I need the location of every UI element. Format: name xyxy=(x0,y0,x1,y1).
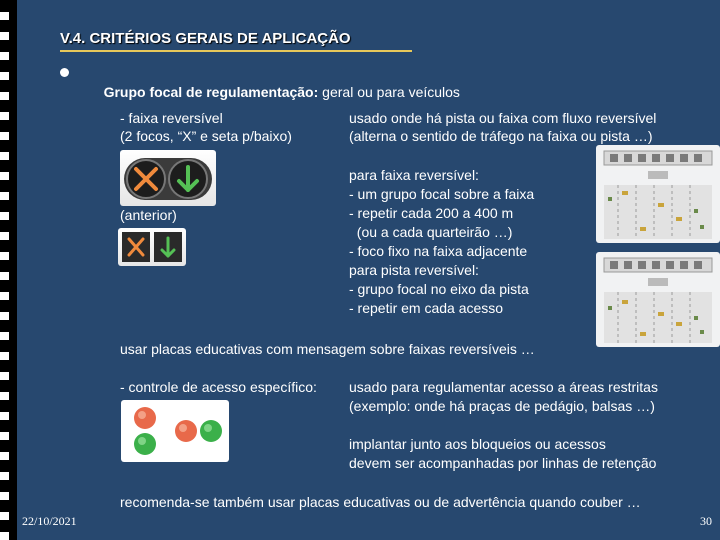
access-control-lights-image xyxy=(121,400,229,462)
reversible-left-line1: - faixa reversível xyxy=(120,110,223,126)
anterior-label: (anterior) xyxy=(120,207,177,223)
reversible-left-line2: (2 focos, “X” e seta p/baixo) xyxy=(120,128,292,144)
green-light-icon xyxy=(134,433,156,455)
footer-date: 22/10/2021 xyxy=(22,514,77,528)
title-underline xyxy=(60,50,412,52)
film-strip-border xyxy=(0,0,17,540)
reversible-right-line2: (alterna o sentido de tráfego na faixa ou pista …) xyxy=(349,128,653,144)
usage-line-4: (ou a cada quarteirão …) xyxy=(349,224,513,240)
green-light-icon xyxy=(200,420,222,442)
access-control-label: - controle de acesso específico: xyxy=(120,379,317,395)
recommendation-text: recomenda-se também usar placas educativas ou de advertência quando couber … xyxy=(120,494,641,510)
page-number: 30 xyxy=(700,514,712,528)
bullet-icon xyxy=(60,68,69,77)
old-reversible-signal-image xyxy=(118,228,186,266)
reversible-signal-svg xyxy=(120,150,216,206)
usage-line-7: - grupo focal no eixo da pista xyxy=(349,281,529,297)
educational-signs-note: usar placas educativas com mensagem sobre faixas reversíveis … xyxy=(120,341,535,357)
usage-line-6: para pista reversível: xyxy=(349,262,479,278)
reversible-right-line1: usado onde há pista ou faixa com fluxo reversível xyxy=(349,110,657,126)
red-light-icon xyxy=(175,420,197,442)
red-light-icon xyxy=(134,407,156,429)
usage-line-2: - um grupo focal sobre a faixa xyxy=(349,186,535,202)
implementation-line-2: devem ser acompanhadas por linhas de retenção xyxy=(349,455,657,471)
usage-line-5: - foco fixo na faixa adjacente xyxy=(349,243,528,259)
access-control-desc-2: (exemplo: onde há praças de pedágio, balsas …) xyxy=(349,398,655,414)
bullet-bold-label: Grupo focal de regulamentação: xyxy=(103,84,319,100)
implementation-line-1: implantar junto aos bloqueios ou acessos xyxy=(349,436,606,452)
reversible-signal-image xyxy=(120,150,216,206)
gantry-lane-diagram-bottom xyxy=(596,252,720,347)
usage-line-8: - repetir em cada acesso xyxy=(349,300,504,316)
gantry-lane-diagram-top xyxy=(596,145,720,243)
access-control-desc-1: usado para regulamentar acesso a áreas restritas xyxy=(349,379,658,395)
usage-line-3: - repetir cada 200 a 400 m xyxy=(349,205,514,221)
bullet-text: geral ou para veículos xyxy=(318,84,460,100)
usage-line-1: para faixa reversível: xyxy=(349,167,479,183)
slide-title: V.4. CRITÉRIOS GERAIS DE APLICAÇÃO xyxy=(60,30,351,47)
